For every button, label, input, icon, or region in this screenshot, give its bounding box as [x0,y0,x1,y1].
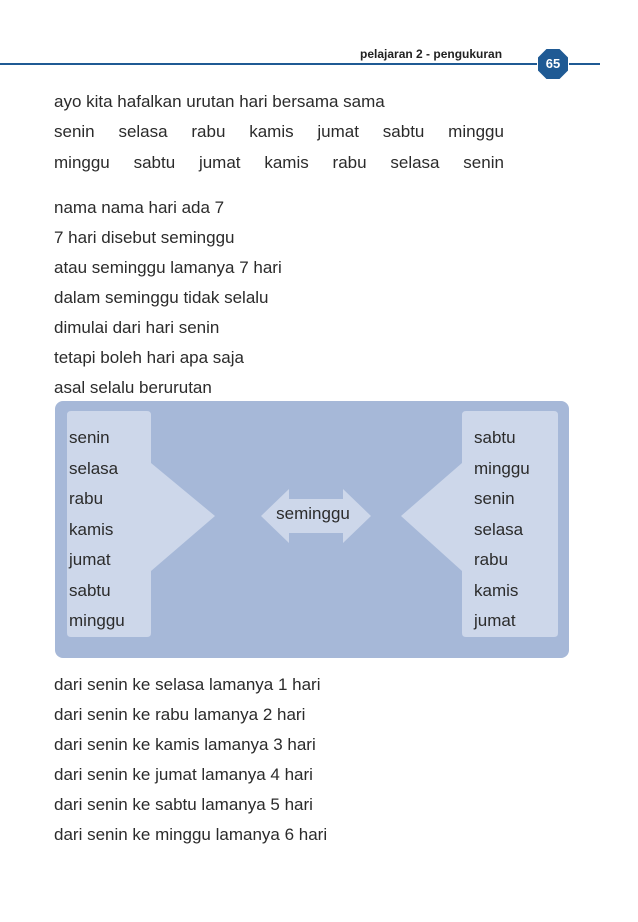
list-item: rabu [69,489,104,508]
day-word: selasa [118,122,168,141]
list-item: kamis [69,519,114,539]
list-item: minggu [474,458,530,478]
day-word: senin [54,122,95,141]
duration-line: dari senin ke minggu lamanya 6 hari [54,825,328,844]
day-word: senin [463,153,504,172]
intro-line: ayo kita hafalkan urutan hari bersama sama [54,92,385,111]
page-number-badge [537,48,569,80]
paragraph-line: tetapi boleh hari apa saja [54,348,244,367]
day-word: kamis [249,122,294,141]
backward-days-row [54,153,504,173]
forward-days-row [54,122,504,142]
day-word: selasa [390,153,440,172]
day-word: jumat [317,122,359,141]
list-item: senin [69,428,110,447]
paragraph-line: dalam seminggu tidak selalu [54,288,269,307]
left-day-list [69,423,125,637]
seminggu-label: seminggu [276,504,350,523]
list-item: selasa [69,458,119,478]
page-number: 65 [545,56,561,71]
paragraph-line: nama nama hari ada 7 [54,198,225,217]
duration-line: dari senin ke rabu lamanya 2 hari [54,705,306,724]
duration-line: dari senin ke jumat lamanya 4 hari [54,765,313,784]
day-word: jumat [198,153,241,172]
list-item: sabtu [69,580,111,600]
duration-line: dari senin ke kamis lamanya 3 hari [54,735,316,754]
day-word: minggu [54,153,110,172]
list-item: senin [474,489,515,508]
paragraph-line: asal selalu berurutan [54,378,212,397]
list-item: jumat [69,550,111,569]
day-word: rabu [191,122,226,141]
list-item: rabu [474,550,509,569]
duration-line: dari senin ke sabtu lamanya 5 hari [54,795,313,814]
list-item: sabtu [474,428,516,447]
duration-line: dari senin ke selasa lamanya 1 hari [54,675,321,694]
list-item: jumat [474,611,516,630]
list-item: minggu [69,611,125,630]
paragraph-line: atau seminggu lamanya 7 hari [54,258,282,277]
day-word: sabtu [382,122,425,141]
day-word: rabu [332,153,367,172]
day-word: sabtu [133,153,176,172]
right-day-list [474,423,530,637]
week-cycle-diagram [55,401,569,658]
day-word: minggu [448,122,504,141]
header-section-title: pelajaran 2 - pengukuran [360,47,503,61]
list-item: kamis [474,580,519,600]
paragraph-line: dimulai dari hari senin [54,318,220,337]
paragraph-line: 7 hari disebut seminggu [54,228,235,247]
day-word: kamis [264,153,309,172]
header-rule [0,63,600,65]
list-item: selasa [474,519,524,539]
